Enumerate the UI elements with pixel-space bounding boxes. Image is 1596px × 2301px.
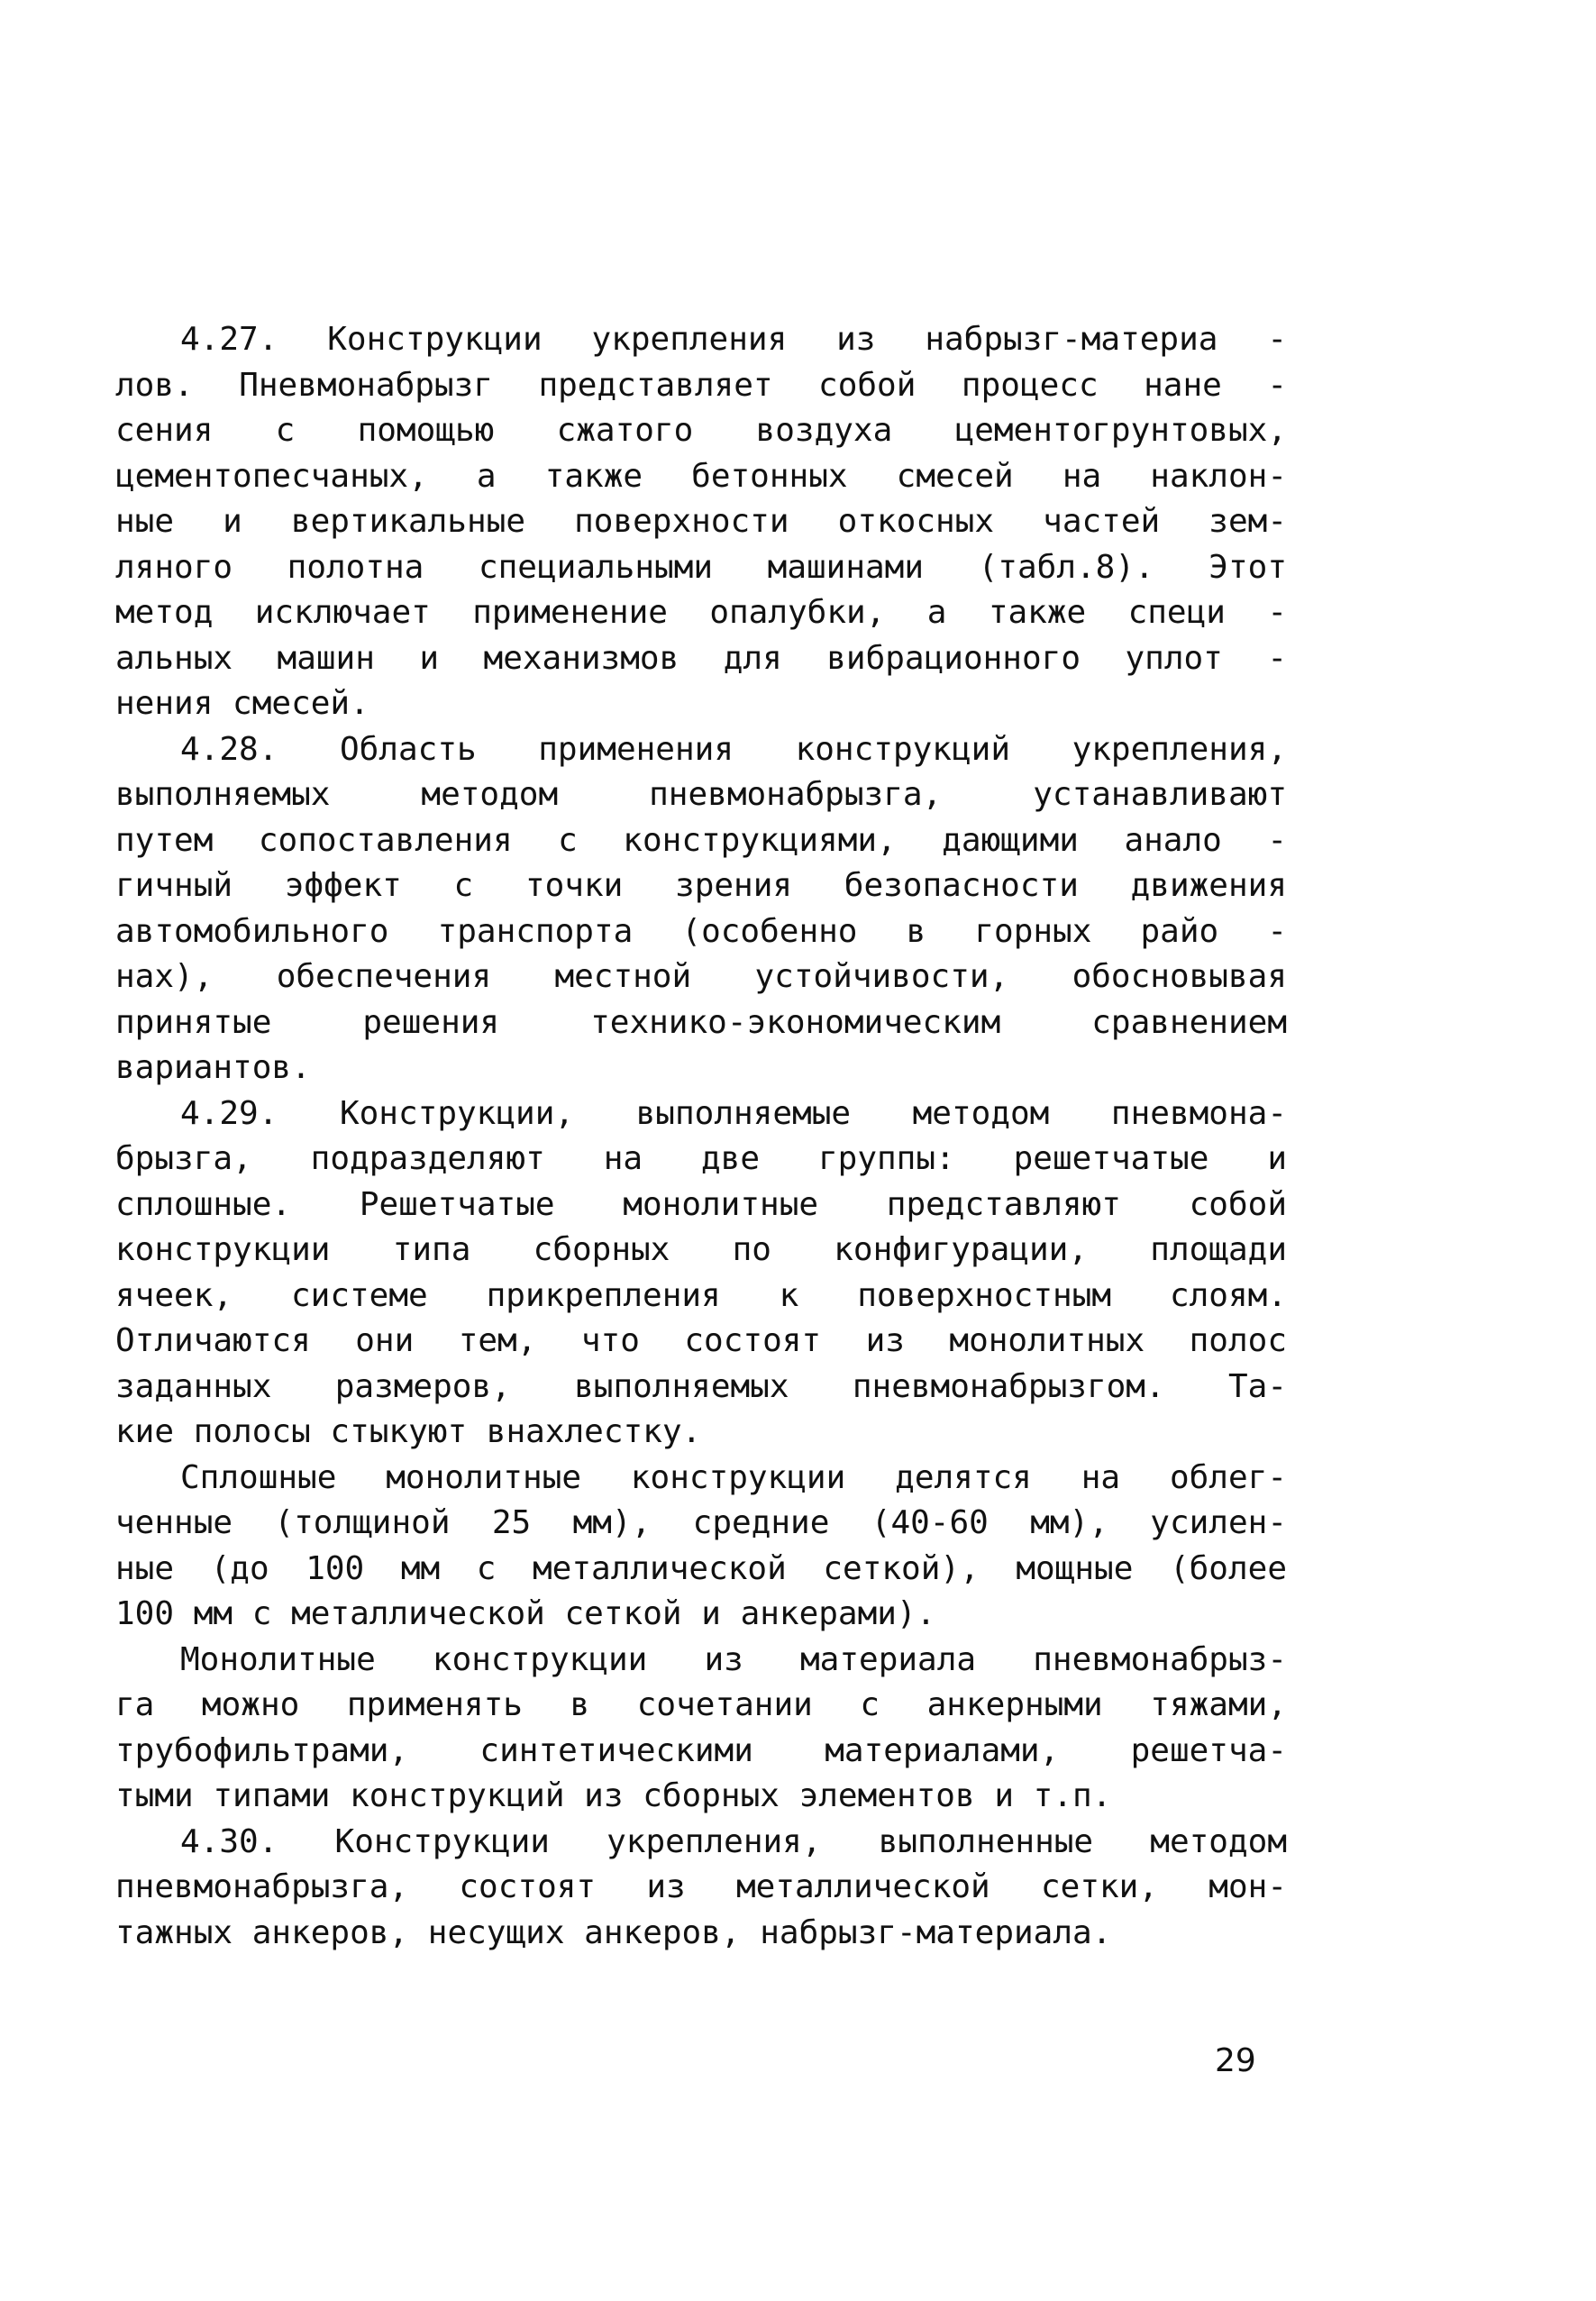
text-line: сения с помощью сжатого воздуха цементогрунтовых, xyxy=(115,412,1287,449)
text-line: ячеек, системе прикрепления к поверхностным слоям. xyxy=(115,1276,1287,1314)
text-line: Сплошные монолитные конструкции делятся на облег- xyxy=(180,1458,1287,1496)
text-line: цементопесчаных, а также бетонных смесей на наклон- xyxy=(115,457,1287,495)
text-line: ляного полотна специальными машинами (табл.8). Этот xyxy=(115,548,1287,586)
text-line: вариантов. xyxy=(115,1049,311,1086)
text-line: лов. Пневмонабрызг представляет собой процесс нане - xyxy=(115,366,1287,404)
text-line: гичный эффект с точки зрения безопасности движения xyxy=(115,867,1287,904)
text-line: ченные (толщиной 25 мм), средние (40-60 мм), усилен- xyxy=(115,1504,1287,1541)
text-line: 4.30. Конструкции укрепления, выполненные методом xyxy=(180,1822,1287,1860)
text-line: трубофильтрами, синтетическими материалами, решетча- xyxy=(115,1731,1287,1769)
text-line: выполняемых методом пневмонабрызга, устанавливают xyxy=(115,776,1287,813)
text-line: 100 мм с металлической сеткой и анкерами). xyxy=(115,1595,936,1632)
text-line: 4.28. Область применения конструкций укрепления, xyxy=(180,730,1287,768)
text-line: Монолитные конструкции из материала пневмонабрыз- xyxy=(180,1640,1287,1678)
text-line: ные (до 100 мм с металлической сеткой), мощные (более xyxy=(115,1549,1287,1587)
text-line: га можно применять в сочетании с анкерными тяжами, xyxy=(115,1686,1287,1723)
text-line: тыми типами конструкций из сборных элементов и т.п. xyxy=(115,1777,1112,1814)
text-line: нах), обеспечения местной устойчивости, обосновывая xyxy=(115,958,1287,995)
text-line: автомобильного транспорта (особенно в горных райо - xyxy=(115,912,1287,950)
text-line: принятые решения технико-экономическим сравнением xyxy=(115,1003,1287,1041)
text-line: заданных размеров, выполняемых пневмонабрызгом. Та- xyxy=(115,1367,1287,1405)
text-line: альных машин и механизмов для вибрационного уплот - xyxy=(115,639,1287,677)
text-line: нения смесей. xyxy=(115,685,369,722)
text-line: брызга, подразделяют на две группы: решетчатые и xyxy=(115,1140,1287,1177)
page-number: 29 xyxy=(1215,2042,1256,2079)
text-line: тажных анкеров, несущих анкеров, набрызг-материала. xyxy=(115,1913,1112,1951)
main-text xyxy=(115,317,1287,1956)
text-line: 4.29. Конструкции, выполняемые методом пневмона- xyxy=(180,1094,1287,1132)
text-line: Отличаются они тем, что состоят из монолитных полос xyxy=(115,1322,1287,1359)
text-line: пневмонабрызга, состоят из металлической сетки, мон- xyxy=(115,1868,1287,1905)
text-line: конструкции типа сборных по конфигурации, площади xyxy=(115,1231,1287,1268)
text-line: метод исключает применение опалубки, а также специ - xyxy=(115,594,1287,631)
text-line: сплошные. Решетчатые монолитные представляют собой xyxy=(115,1185,1287,1223)
text-line: 4.27. Конструкции укрепления из набрызг-материа - xyxy=(180,321,1287,358)
text-line: путем сопоставления с конструкциями, дающими анало - xyxy=(115,821,1287,859)
text-line: ные и вертикальные поверхности откосных частей зем- xyxy=(115,503,1287,540)
text-line: кие полосы стыкуют внахлестку. xyxy=(115,1413,702,1450)
